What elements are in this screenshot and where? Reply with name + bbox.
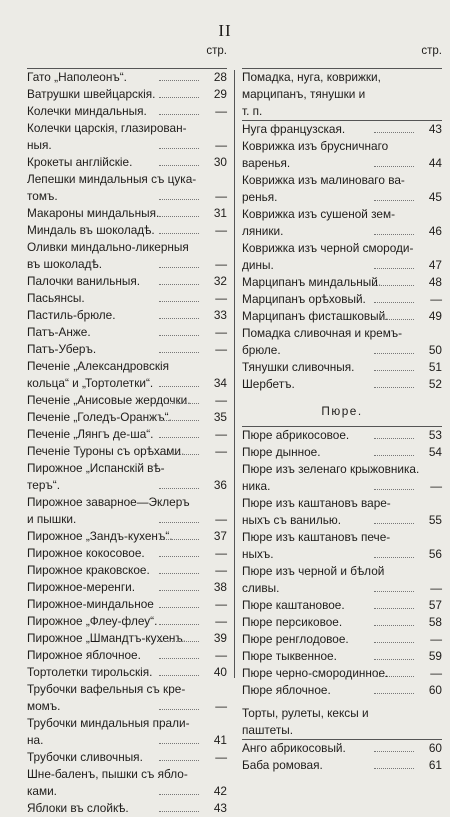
- dot-leader: [159, 335, 199, 336]
- entry-page: 50: [428, 343, 442, 357]
- toc-entry: [27, 800, 227, 817]
- dot-leader: [374, 353, 414, 354]
- toc-entry: [27, 494, 227, 511]
- entry-title: Патъ-Уберъ.: [27, 342, 97, 356]
- toc-entry: [27, 426, 227, 443]
- entry-title: Печеніе „Голедъ-Оранжъ“.: [27, 410, 172, 424]
- entry-title: Шне-баленъ, пышки съ ябло-: [27, 767, 188, 781]
- toc-entry: [27, 222, 227, 239]
- toc-entry: [27, 732, 227, 749]
- toc-entry: [242, 529, 442, 546]
- toc-entry: [242, 274, 442, 291]
- dot-leader: [159, 522, 199, 523]
- toc-entry: [27, 120, 227, 137]
- toc-entry: [27, 477, 227, 494]
- toc-entry: [242, 121, 442, 138]
- toc-entry: [27, 647, 227, 664]
- right-column: [242, 42, 442, 774]
- entry-title: Помадка сливочная и кремъ-: [242, 326, 403, 340]
- toc-entry: [242, 512, 442, 529]
- entry-page: 47: [428, 258, 442, 272]
- entry-title: момъ.: [27, 699, 61, 713]
- entry-page: —: [430, 581, 442, 595]
- toc-entry: [27, 290, 227, 307]
- entry-title: Пирожное кокосовое.: [27, 546, 145, 560]
- entry-title: Колечки царскія, глазирован-: [27, 121, 187, 135]
- dot-leader: [374, 268, 414, 269]
- toc-entry: [27, 783, 227, 800]
- entry-title: ныхъ съ ванилью.: [242, 513, 342, 527]
- entry-page: 30: [213, 155, 227, 169]
- section-title-cakes: [242, 705, 442, 739]
- toc-entry: [242, 478, 442, 495]
- dot-leader: [159, 301, 199, 302]
- entry-title: Коврижка изъ черной смороди-: [242, 241, 414, 255]
- entry-title: Пирожное заварное—Эклеръ: [27, 495, 190, 509]
- dot-leader: [159, 573, 199, 574]
- entry-title: Пюре персиковое.: [242, 615, 343, 629]
- toc-entry: [27, 341, 227, 358]
- dot-leader: [159, 624, 199, 625]
- entry-title: ныхъ.: [242, 547, 274, 561]
- dot-leader: [374, 489, 414, 490]
- entry-page: —: [430, 479, 442, 493]
- toc-entry: [27, 103, 227, 120]
- entry-title: Пирожное-меренги.: [27, 580, 135, 594]
- section-sweets-entries: [242, 121, 442, 393]
- entry-page: 51: [428, 360, 442, 374]
- dot-leader: [374, 200, 414, 201]
- entry-title: Макароны миндальныя.: [27, 206, 160, 220]
- toc-entry: [242, 665, 442, 682]
- dot-leader: [159, 760, 199, 761]
- entry-title: марципанъ, тянушки и: [242, 87, 366, 101]
- toc-entry: [27, 715, 227, 732]
- entry-title: Оливки миндально-ликерныя: [27, 240, 189, 254]
- dot-leader: [159, 318, 199, 319]
- section-cakes-entries: [242, 740, 442, 774]
- dot-leader: [159, 267, 199, 268]
- entry-title: Пирожное-миндальное: [27, 597, 154, 611]
- toc-entry: [27, 154, 227, 171]
- dot-leader: [374, 455, 414, 456]
- toc-entry: [27, 137, 227, 154]
- toc-entry: [242, 705, 442, 722]
- toc-entry: [27, 613, 227, 630]
- dot-leader: [159, 794, 199, 795]
- entry-title: Гато „Наполеонъ“.: [27, 70, 127, 84]
- dot-leader: [374, 659, 414, 660]
- dot-leader: [374, 768, 414, 769]
- toc-entry: [242, 444, 442, 461]
- toc-entry: [27, 239, 227, 256]
- dot-leader: [159, 97, 199, 98]
- dot-leader: [159, 114, 199, 115]
- dot-leader: [159, 199, 199, 200]
- entry-title: Печеніе „Анисовые жердочки.: [27, 393, 191, 407]
- entry-title: Пюре изъ каштановъ пече-: [242, 530, 391, 544]
- dot-leader: [374, 234, 414, 235]
- toc-entry: [242, 631, 442, 648]
- dot-leader: [159, 437, 199, 438]
- toc-entry: [27, 273, 227, 290]
- entry-page: 34: [213, 376, 227, 390]
- entry-page: 32: [213, 274, 227, 288]
- toc-entry: [242, 495, 442, 512]
- entry-title: Трубочки сливочныя.: [27, 750, 143, 764]
- dot-leader: [374, 693, 414, 694]
- entry-title: Лепешки миндальныя съ цука-: [27, 172, 197, 186]
- toc-entry: [27, 460, 227, 477]
- entry-title: паштеты.: [242, 723, 294, 737]
- entry-title: въ шоколадѣ.: [27, 257, 102, 271]
- toc-entry: [242, 427, 442, 444]
- toc-entry: [242, 359, 442, 376]
- entry-page: —: [215, 291, 227, 305]
- entry-title: ками.: [27, 784, 57, 798]
- entry-page: 59: [428, 649, 442, 663]
- dot-leader: [159, 403, 199, 404]
- entry-page: 61: [428, 758, 442, 772]
- entry-title: ныя.: [27, 138, 52, 152]
- entry-title: ника.: [242, 479, 271, 493]
- entry-title: Пирожное „Испанскій вѣ-: [27, 461, 165, 475]
- entry-title: Пюре изъ зеленаго крыжовника.: [242, 462, 420, 476]
- entry-title: Пюре изъ каштановъ варе-: [242, 496, 391, 510]
- entry-title: Пирожное „Флеу-флеу“.: [27, 614, 158, 628]
- entry-page: —: [215, 257, 227, 271]
- dot-leader: [159, 386, 199, 387]
- section-title-puree: Пюре.: [321, 404, 363, 418]
- toc-entry: [242, 757, 442, 774]
- entry-title: Пюре абрикосовое.: [242, 428, 350, 442]
- entry-page: 44: [428, 156, 442, 170]
- toc-entry: [27, 171, 227, 188]
- dot-leader: [159, 811, 199, 812]
- toc-entry: [242, 308, 442, 325]
- dot-leader: [374, 523, 414, 524]
- entry-title: варенья.: [242, 156, 291, 170]
- dot-leader: [159, 607, 199, 608]
- dot-leader: [374, 591, 414, 592]
- entry-page: 36: [213, 478, 227, 492]
- entry-page: 37: [213, 529, 227, 543]
- entry-title: Коврижка изъ брусничнаго: [242, 139, 389, 153]
- toc-entry: [242, 257, 442, 274]
- right-page-header: стр.: [421, 45, 442, 57]
- dot-leader: [159, 675, 199, 676]
- entry-title: ренья.: [242, 190, 278, 204]
- entry-title: Марципанъ орѣховый.: [242, 292, 366, 306]
- dot-leader: [374, 625, 414, 626]
- entry-page: 31: [213, 206, 227, 220]
- toc-entry: [242, 240, 442, 257]
- entry-title: Коврижка изъ малиноваго ва-: [242, 173, 405, 187]
- entry-page: 55: [428, 513, 442, 527]
- entry-title: Пюре изъ черной и бѣлой: [242, 564, 385, 578]
- toc-entry: [242, 614, 442, 631]
- entry-title: Крокеты англійскіе.: [27, 155, 133, 169]
- entry-title: Пюре яблочное.: [242, 683, 331, 697]
- dot-leader: [159, 216, 199, 217]
- toc-entry: [242, 648, 442, 665]
- entry-title: Трубочки миндальныя прали-: [27, 716, 190, 730]
- entry-page: 29: [213, 87, 227, 101]
- toc-entry: [27, 766, 227, 783]
- entry-title: Марципанъ фисташковый.: [242, 309, 389, 323]
- dot-leader: [374, 642, 414, 643]
- toc-entry: [27, 749, 227, 766]
- dot-leader: [374, 370, 414, 371]
- toc-entry: [242, 597, 442, 614]
- entry-title: Тортолетки тирольскія.: [27, 665, 153, 679]
- entry-page: —: [215, 104, 227, 118]
- dot-leader: [159, 709, 199, 710]
- entry-title: Пюре черно-смородинное.: [242, 666, 389, 680]
- toc-entry: [27, 579, 227, 596]
- toc-entry: [242, 580, 442, 597]
- toc-entry: [27, 392, 227, 409]
- entry-title: Тянушки сливочныя.: [242, 360, 355, 374]
- entry-title: ляники.: [242, 224, 284, 238]
- dot-leader: [159, 165, 199, 166]
- dot-leader: [159, 284, 199, 285]
- entry-page: 58: [428, 615, 442, 629]
- toc-entry: [27, 630, 227, 647]
- entry-page: 40: [213, 665, 227, 679]
- dot-leader: [159, 488, 199, 489]
- entry-title: Пасьянсы.: [27, 291, 85, 305]
- dot-leader: [374, 319, 414, 320]
- entry-title: Палочки ванильныя.: [27, 274, 141, 288]
- toc-entry: [27, 86, 227, 103]
- entry-title: дины.: [242, 258, 274, 272]
- toc-entry: [242, 722, 442, 739]
- entry-page: —: [430, 292, 442, 306]
- toc-entry: [242, 223, 442, 240]
- entry-page: —: [215, 223, 227, 237]
- toc-entry: [27, 409, 227, 426]
- section-puree-entries: [242, 427, 442, 699]
- entry-title: Трубочки вафельныя съ кре-: [27, 682, 186, 696]
- toc-entry: [242, 155, 442, 172]
- toc-entry: [242, 69, 442, 86]
- entry-title: Колечки миндальныя.: [27, 104, 147, 118]
- dot-leader: [159, 641, 199, 642]
- entry-title: Шербетъ.: [242, 377, 295, 391]
- entry-title: Пирожное „Шмандтъ-кухенъ.: [27, 631, 187, 645]
- dot-leader: [374, 751, 414, 752]
- entry-title: Пюре тыквенное.: [242, 649, 337, 663]
- toc-entry: [27, 528, 227, 545]
- entry-page: —: [215, 189, 227, 203]
- toc-entry: [27, 443, 227, 460]
- toc-entry: [27, 596, 227, 613]
- entry-page: 49: [428, 309, 442, 323]
- toc-entry: [27, 511, 227, 528]
- entry-title: Патъ-Анже.: [27, 325, 91, 339]
- entry-title: брюле.: [242, 343, 281, 357]
- entry-page: —: [215, 342, 227, 356]
- toc-entry: [242, 172, 442, 189]
- entry-title: Пюре каштановое.: [242, 598, 345, 612]
- dot-leader: [159, 658, 199, 659]
- entry-page: 38: [213, 580, 227, 594]
- entry-page: —: [215, 563, 227, 577]
- toc-entry: [27, 188, 227, 205]
- dot-leader: [159, 352, 199, 353]
- toc-entry: [242, 461, 442, 478]
- entry-page: —: [215, 444, 227, 458]
- dot-leader: [374, 166, 414, 167]
- entry-page: —: [215, 427, 227, 441]
- entry-page: 46: [428, 224, 442, 238]
- dot-leader: [159, 148, 199, 149]
- entry-title: теръ“.: [27, 478, 60, 492]
- entry-page: 53: [428, 428, 442, 442]
- dot-leader: [374, 676, 414, 677]
- entry-page: 57: [428, 598, 442, 612]
- dot-leader: [374, 557, 414, 558]
- dot-leader: [159, 539, 199, 540]
- entry-title: томъ.: [27, 189, 58, 203]
- toc-entry: [242, 291, 442, 308]
- entry-page: 41: [213, 733, 227, 747]
- entry-title: Пюре ренглодовое.: [242, 632, 349, 646]
- toc-entry: [242, 206, 442, 223]
- entry-page: 43: [213, 801, 227, 815]
- toc-entry: [242, 189, 442, 206]
- dot-leader: [159, 743, 199, 744]
- entry-title: Пюре дынное.: [242, 445, 321, 459]
- entry-page: 43: [428, 122, 442, 136]
- toc-entry: [27, 205, 227, 222]
- page-number: II: [218, 21, 232, 40]
- entry-page: 42: [213, 784, 227, 798]
- entry-page: 52: [428, 377, 442, 391]
- toc-entry: [242, 342, 442, 359]
- toc-entry: [27, 375, 227, 392]
- entry-title: Пирожное яблочное.: [27, 648, 141, 662]
- toc-entry: [27, 681, 227, 698]
- entry-page: —: [215, 393, 227, 407]
- entry-title: Печеніе „Лянгъ де-ша“.: [27, 427, 154, 441]
- entry-page: —: [215, 750, 227, 764]
- toc-entry: [27, 256, 227, 273]
- toc-entry: [242, 546, 442, 563]
- dot-leader: [374, 387, 414, 388]
- toc-entry: [27, 664, 227, 681]
- entry-title: Пастиль-брюле.: [27, 308, 116, 322]
- dot-leader: [159, 454, 199, 455]
- entry-title: Ватрушки швейцарскія.: [27, 87, 156, 101]
- toc-entry: [242, 682, 442, 699]
- toc-entry: [27, 307, 227, 324]
- entry-title: Печеніе Туроны съ орѣхами.: [27, 444, 185, 458]
- entry-title: Пирожное „Зандъ-кухенъ“.: [27, 529, 173, 543]
- dot-leader: [374, 132, 414, 133]
- entry-page: —: [215, 325, 227, 339]
- toc-entry: [242, 563, 442, 580]
- entry-title: Баба ромовая.: [242, 758, 323, 772]
- entry-title: на.: [27, 733, 44, 747]
- entry-page: —: [215, 512, 227, 526]
- entry-page: —: [430, 632, 442, 646]
- entry-page: —: [215, 138, 227, 152]
- left-page-header: стр.: [206, 45, 227, 57]
- entry-title: Миндаль въ шоколадѣ.: [27, 223, 155, 237]
- entry-title: Коврижка изъ сушеной зем-: [242, 207, 396, 221]
- dot-leader: [374, 285, 414, 286]
- entry-page: 28: [213, 70, 227, 84]
- dot-leader: [374, 438, 414, 439]
- left-entries: [27, 69, 227, 817]
- dot-leader: [159, 556, 199, 557]
- entry-title: Анго абрикосовый.: [242, 741, 346, 755]
- entry-page: 60: [428, 741, 442, 755]
- entry-title: Нуга французская.: [242, 122, 346, 136]
- toc-entry: [242, 138, 442, 155]
- dot-leader: [159, 420, 199, 421]
- entry-page: —: [215, 614, 227, 628]
- entry-page: —: [215, 699, 227, 713]
- entry-page: 48: [428, 275, 442, 289]
- entry-page: 33: [213, 308, 227, 322]
- toc-entry: [27, 358, 227, 375]
- toc-entry: [27, 69, 227, 86]
- entry-page: 45: [428, 190, 442, 204]
- entry-page: 39: [213, 631, 227, 645]
- entry-page: 60: [428, 683, 442, 697]
- column-divider: [234, 70, 235, 678]
- entry-title: Марципанъ миндальный.: [242, 275, 382, 289]
- section-title-sweets: [242, 69, 442, 120]
- toc-entry: [27, 545, 227, 562]
- dot-leader: [374, 302, 414, 303]
- entry-page: —: [215, 546, 227, 560]
- entry-title: кольца“ и „Тортолетки“.: [27, 376, 154, 390]
- toc-entry: [242, 103, 442, 120]
- entry-title: Торты, рулеты, кексы и: [242, 706, 369, 720]
- toc-entry: [242, 376, 442, 393]
- entry-title: т. п.: [242, 104, 263, 118]
- entry-page: 35: [213, 410, 227, 424]
- entry-title: Печеніе „Александровскія: [27, 359, 170, 373]
- entry-title: и пышки.: [27, 512, 77, 526]
- toc-entry: [242, 325, 442, 342]
- toc-entry: [27, 324, 227, 341]
- dot-leader: [159, 590, 199, 591]
- dot-leader: [159, 233, 199, 234]
- entry-title: Яблоки въ слойкѣ.: [27, 801, 129, 815]
- entry-page: 54: [428, 445, 442, 459]
- dot-leader: [374, 608, 414, 609]
- entry-title: Пирожное краковское.: [27, 563, 150, 577]
- toc-entry: [242, 740, 442, 757]
- entry-page: —: [215, 648, 227, 662]
- entry-page: —: [430, 666, 442, 680]
- toc-entry: [27, 562, 227, 579]
- entry-title: сливы.: [242, 581, 280, 595]
- dot-leader: [159, 80, 199, 81]
- entry-page: 56: [428, 547, 442, 561]
- entry-title: Помадка, нуга, коврижки,: [242, 70, 381, 84]
- entry-page: —: [215, 597, 227, 611]
- toc-entry: [242, 86, 442, 103]
